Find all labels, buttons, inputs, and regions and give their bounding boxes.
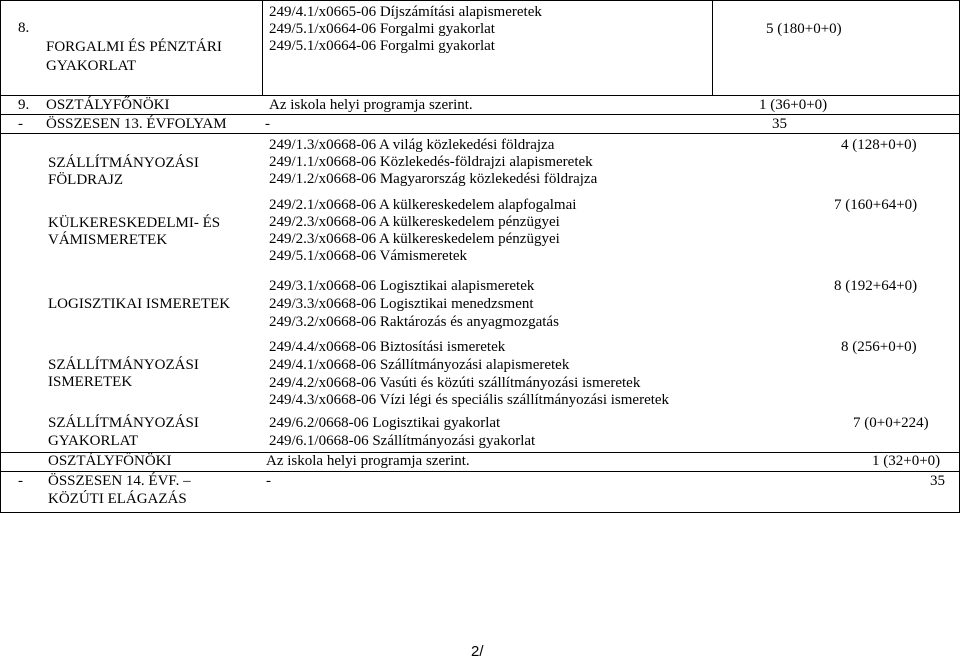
kulker-name-line2: VÁMISMERETEK [48,232,168,248]
row-8-hours: 5 (180+0+0) [766,21,842,37]
row-9-name: OSZTÁLYFŐNÖKI [46,97,170,113]
szallit-module: 249/4.3/x0668-06 Vízi légi és speciális szállítmányozási ismeretek [269,392,670,408]
total-13-label: ÖSSZESEN 13. ÉVFOLYAM [46,116,227,132]
kulker-module: 249/2.3/x0668-06 A külkereskedelem pénzügyei [269,214,560,230]
page-number: 2/ [471,643,484,660]
szallit-module: 249/4.2/x0668-06 Vasúti és közúti szállítmányozási ismeretek [269,375,641,391]
gyakorlat-module: 249/6.2/0668-06 Logisztikai gyakorlat [269,415,501,431]
foldrajz-hours: 4 (128+0+0) [841,137,917,153]
gyakorlat-hours: 7 (0+0+224) [853,415,929,431]
row-8-name-line2: GYAKORLAT [46,58,136,74]
foldrajz-name-line1: SZÁLLÍTMÁNYOZÁSI [48,155,199,171]
row-9-modules: Az iskola helyi programja szerint. [269,97,473,113]
total-14-value: 35 [930,473,945,489]
total-14-label-line2: KÖZÚTI ELÁGAZÁS [48,491,187,507]
kulker-module: 249/2.3/x0668-06 A külkereskedelem pénzügyei [269,231,560,247]
row-8-module: 249/5.1/x0664-06 Forgalmi gyakorlat [269,38,495,54]
total-14-label-line1: ÖSSZESEN 14. ÉVF. – [48,473,191,489]
foldrajz-module: 249/1.1/x0668-06 Közlekedés-földrajzi alapismeretek [269,154,593,170]
logisztika-module: 249/3.3/x0668-06 Logisztikai menedzsment [269,296,534,312]
row-8-name-line1: FORGALMI ÉS PÉNZTÁRI [46,39,222,55]
kulker-name-line1: KÜLKERESKEDELMI- ÉS [48,215,221,231]
row-9-hours: 1 (36+0+0) [759,97,828,113]
szallit-name-line1: SZÁLLÍTMÁNYOZÁSI [48,357,199,373]
total-13-value: 35 [772,116,787,132]
osztaly-14-name: OSZTÁLYFŐNÖKI [48,453,172,469]
foldrajz-name-line2: FÖLDRAJZ [48,172,124,188]
total-13-dash2: - [265,116,270,132]
row-8-number: 8. [18,20,30,36]
foldrajz-module: 249/1.2/x0668-06 Magyarország közlekedési földrajza [269,171,598,187]
row-9-number: 9. [18,97,30,113]
logisztika-module: 249/3.2/x0668-06 Raktározás és anyagmozgatás [269,314,559,330]
row-8-module: 249/5.1/x0664-06 Forgalmi gyakorlat [269,21,495,37]
row-8-module: 249/4.1/x0665-06 Díjszámítási alapismeretek [269,4,542,20]
logisztika-name: LOGISZTIKAI ISMERETEK [48,296,231,312]
szallit-module: 249/4.1/x0668-06 Szállítmányozási alapismeretek [269,357,570,373]
logisztika-hours: 8 (192+64+0) [834,278,918,294]
kulker-hours: 7 (160+64+0) [834,197,918,213]
total-14-dash: - [18,473,23,489]
szallit-module: 249/4.4/x0668-06 Biztosítási ismeretek [269,339,506,355]
total-13-dash: - [18,116,23,132]
szallit-hours: 8 (256+0+0) [841,339,917,355]
szallit-name-line2: ISMERETEK [48,374,133,390]
osztaly-14-modules: Az iskola helyi programja szerint. [266,453,470,469]
gyakorlat-module: 249/6.1/0668-06 Szállítmányozási gyakorlat [269,433,536,449]
kulker-module: 249/5.1/x0668-06 Vámismeretek [269,248,468,264]
gyakorlat-name-line1: SZÁLLÍTMÁNYOZÁSI [48,415,199,431]
gyakorlat-name-line2: GYAKORLAT [48,433,138,449]
logisztika-module: 249/3.1/x0668-06 Logisztikai alapismeretek [269,278,535,294]
kulker-module: 249/2.1/x0668-06 A külkereskedelem alapfogalmai [269,197,577,213]
osztaly-14-hours: 1 (32+0+0) [872,453,941,469]
total-14-dash2: - [266,473,271,489]
foldrajz-module: 249/1.3/x0668-06 A világ közlekedési földrajza [269,137,555,153]
